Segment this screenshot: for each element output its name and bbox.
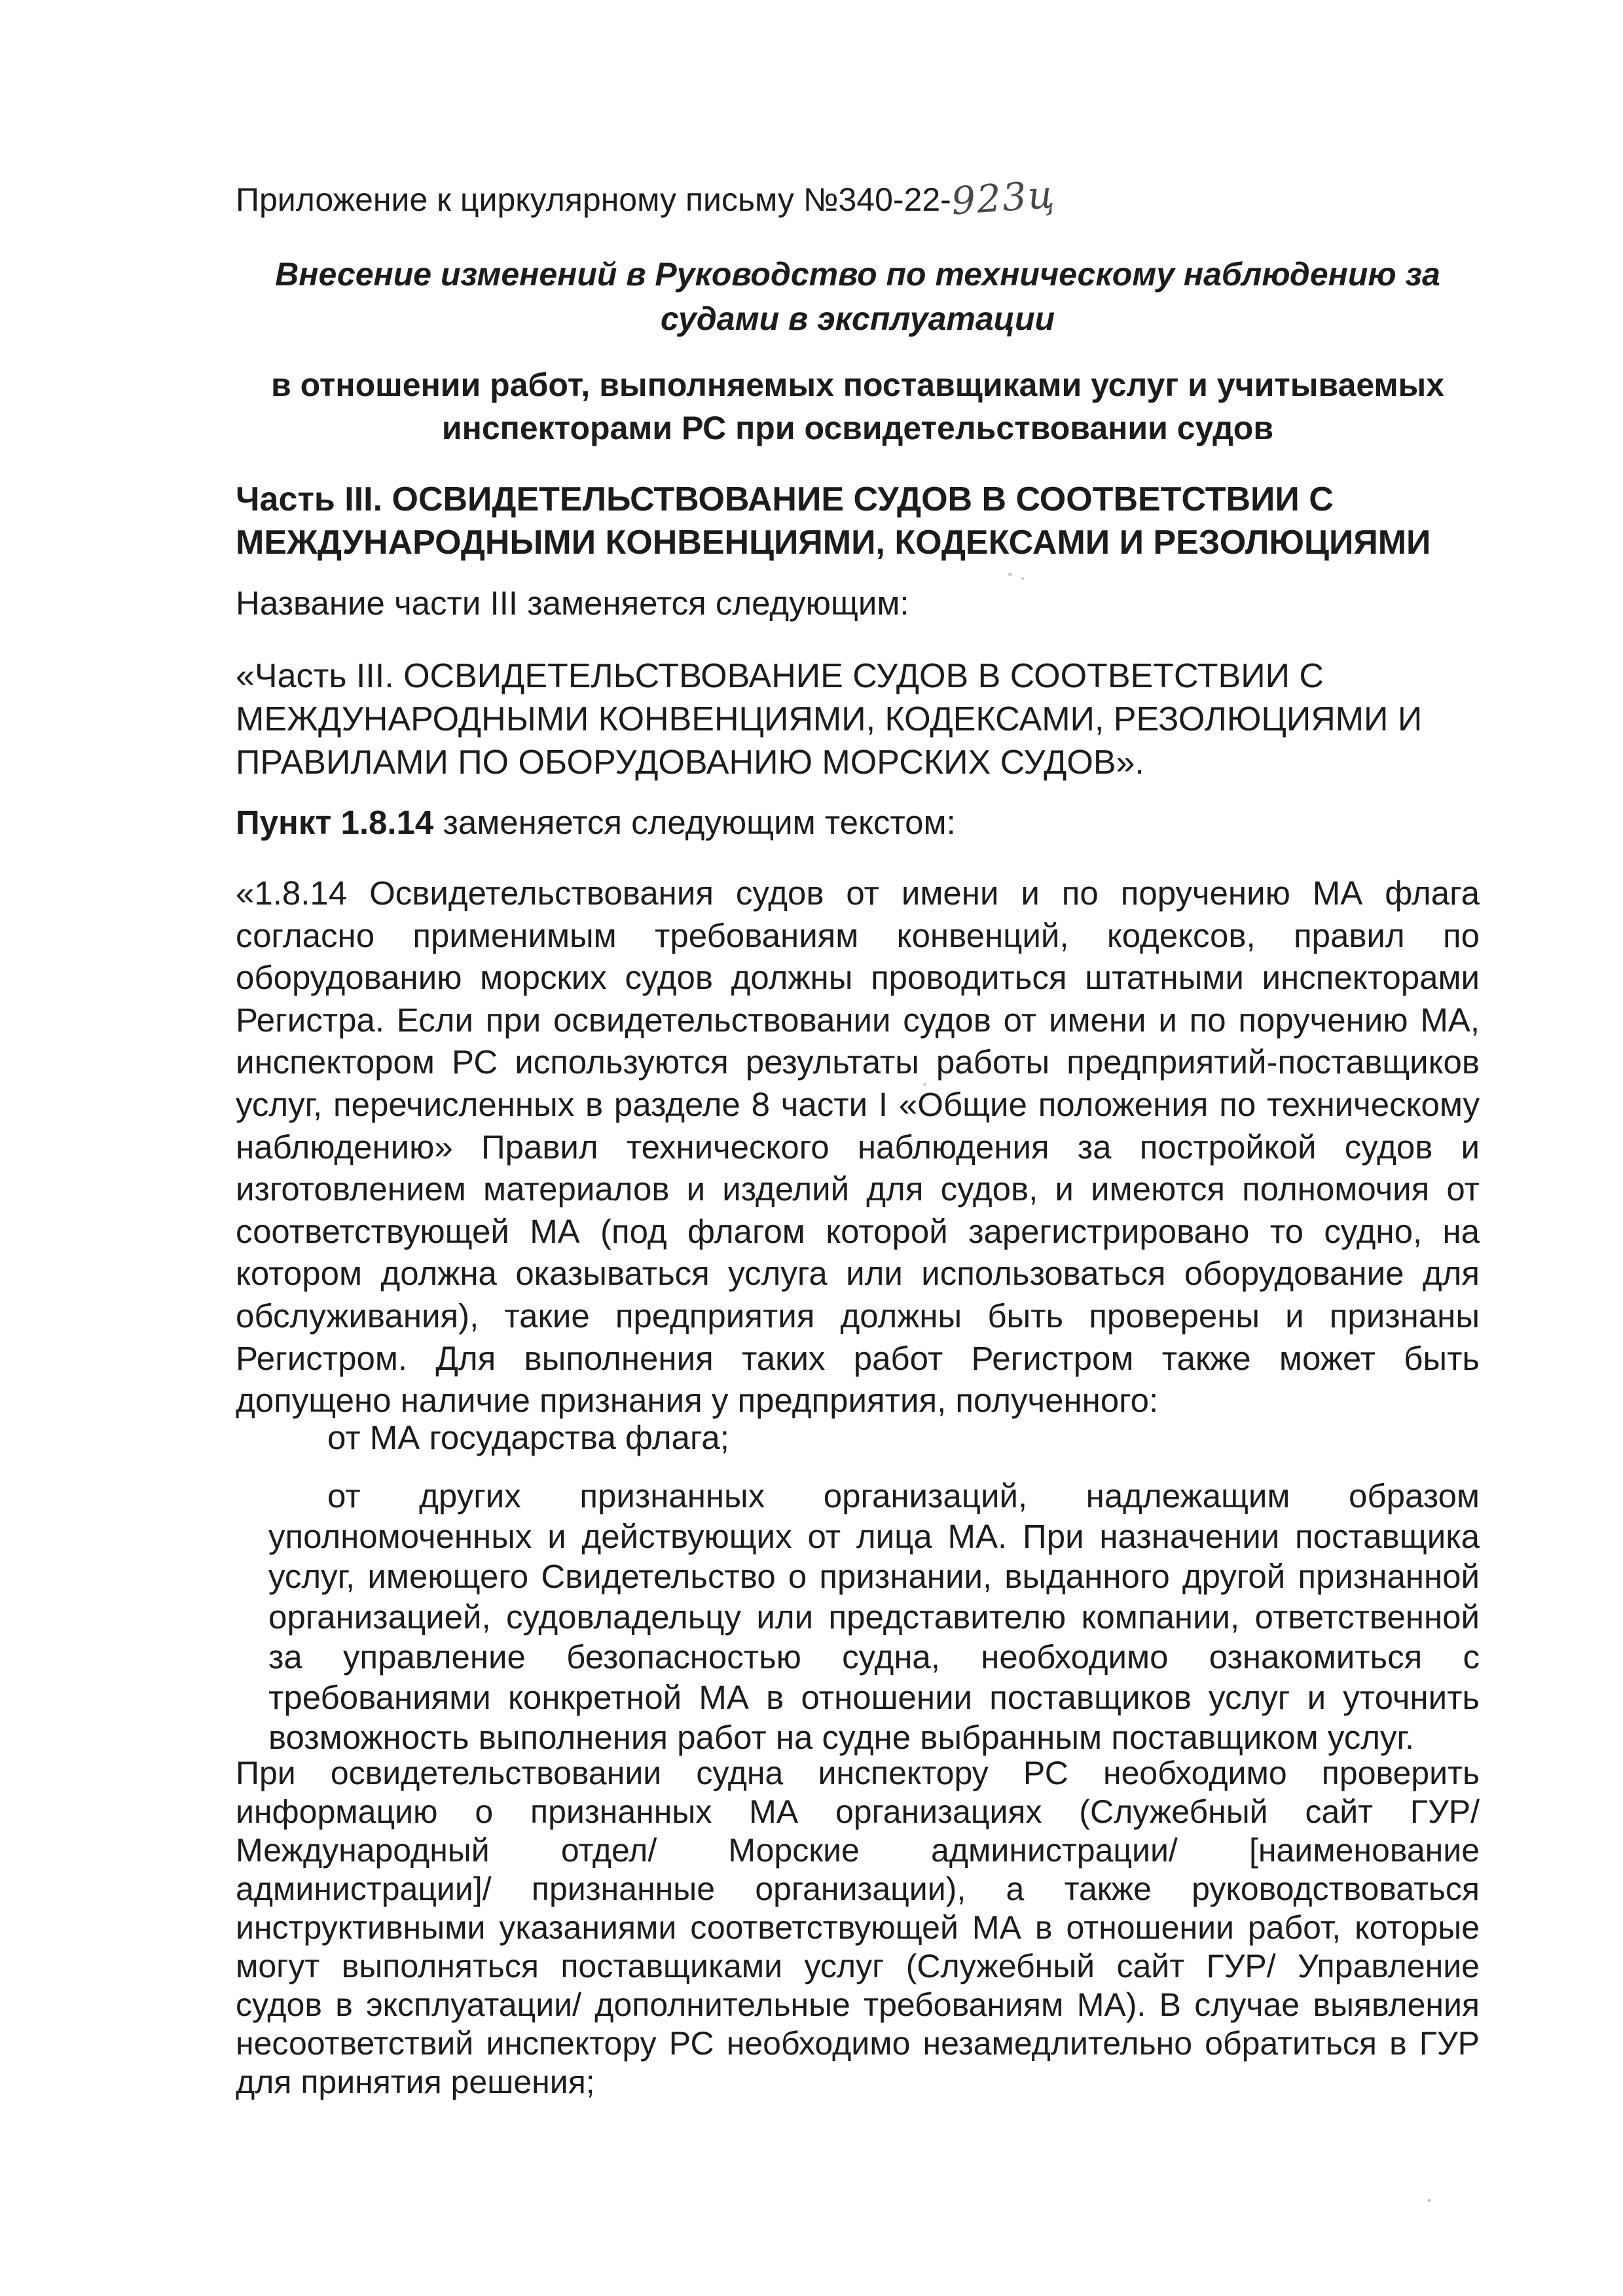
part-heading (236, 478, 1480, 564)
list-item-flag-state: от МА государства флага; (327, 1419, 729, 1456)
scan-speck (1008, 573, 1012, 576)
clause-label: Пункт 1.8.14 (236, 804, 434, 841)
rename-note: Название части III заменяется следующим: (236, 584, 909, 622)
part-heading-line: МЕЖДУНАРОДНЫМИ КОНВЕНЦИЯМИ, КОДЕКСАМИ И РЕЗОЛЮЦИЯМИ (236, 524, 1431, 562)
new-part-title-line: ПРАВИЛАМИ ПО ОБОРУДОВАНИЮ МОРСКИХ СУДОВ». (236, 744, 1144, 781)
clause-1-8-14-text: «1.8.14 Освидетельствования судов от имени и по поручению МА флага согласно применимым требованиям конвенций, кодексов, правил по оборудованию морских судов должны проводиться штатными инспекторами Регистра. Если при освидетельствовании судов от имени и по поручению МА, инспектором РС используются результаты работы предприятий-поставщиков услуг, перечисленных в разделе 8 части I «Общие положения по техническому наблюдению» Правил технического наблюдения за постройкой судов и изготовлением материалов и изделий для судов, и имеются полномочия от соответствующей МА (под флагом которой зарегистрировано то судно, на котором должна оказываться услуга или использоваться оборудование для обслуживания), такие предприятия должны быть проверены и признаны Регистром. Для выполнения таких работ Регистром также может быть допущено наличие признания у предприятия, полученного: (236, 874, 1480, 1420)
scan-speck (923, 1083, 926, 1086)
part-heading-line: Часть III. ОСВИДЕТЕЛЬСТВОВАНИЕ СУДОВ В СООТВЕТСТВИИ С (236, 480, 1334, 518)
list-item-other-organizations: от других признанных организаций, надлежащим образом уполномоченных и действующих от лица МА. При назначении поставщика услуг, имеющего Свидетельство о признании, выданного другой признанной организацией, судовладельцу или представителю компании, ответственной за управление безопасностью судна, необходимо ознакомиться с требованиями конкретной МА в отношении поставщиков услуг и уточнить возможность выполнения работ на судне выбранным поставщиком услуг. (268, 1477, 1480, 1756)
scan-speck (1021, 577, 1024, 580)
clause-intro-text: заменяется следующим текстом: (433, 804, 956, 841)
header-line (236, 171, 1414, 224)
clause-intro (236, 802, 1480, 844)
closing-paragraph: При освидетельствовании судна инспектору РС необходимо проверить информацию о признанных МА организациях (Служебный сайт ГУР/ Международный отдел/ Морские администрации/ [наименование администрации]/ признанные организации), а также руководствоваться инструктивными указаниями соответствующей МА в отношении работ, которые могут выполняться поставщиками услуг (Служебный сайт ГУР/ Управление судов в эксплуатации/ дополнительные требованиям МА). В случае выявления несоответствий инспектору РС необходимо незамедлительно обратиться в ГУР для принятия решения; (236, 1755, 1480, 2100)
handwritten-letter-number: 923ц (949, 171, 1057, 224)
new-part-title-line: МЕЖДУНАРОДНЫМИ КОНВЕНЦИЯМИ, КОДЕКСАМИ, РЕЗОЛЮЦИЯМИ И (236, 700, 1423, 738)
new-part-title (236, 655, 1480, 784)
new-part-title-line: «Часть III. ОСВИДЕТЕЛЬСТВОВАНИЕ СУДОВ В СООТВЕТСТВИИ С (236, 657, 1324, 695)
header-prefix: Приложение к циркулярному письму №340-22- (236, 181, 951, 218)
scan-speck (1427, 2199, 1431, 2202)
document-subtitle: в отношении работ, выполняемых поставщиками услуг и учитываемых инспекторами РС при освидетельствовании судов (270, 367, 1445, 446)
document-title: Внесение изменений в Руководство по техническому наблюдению за судами в эксплуатации (275, 256, 1440, 337)
